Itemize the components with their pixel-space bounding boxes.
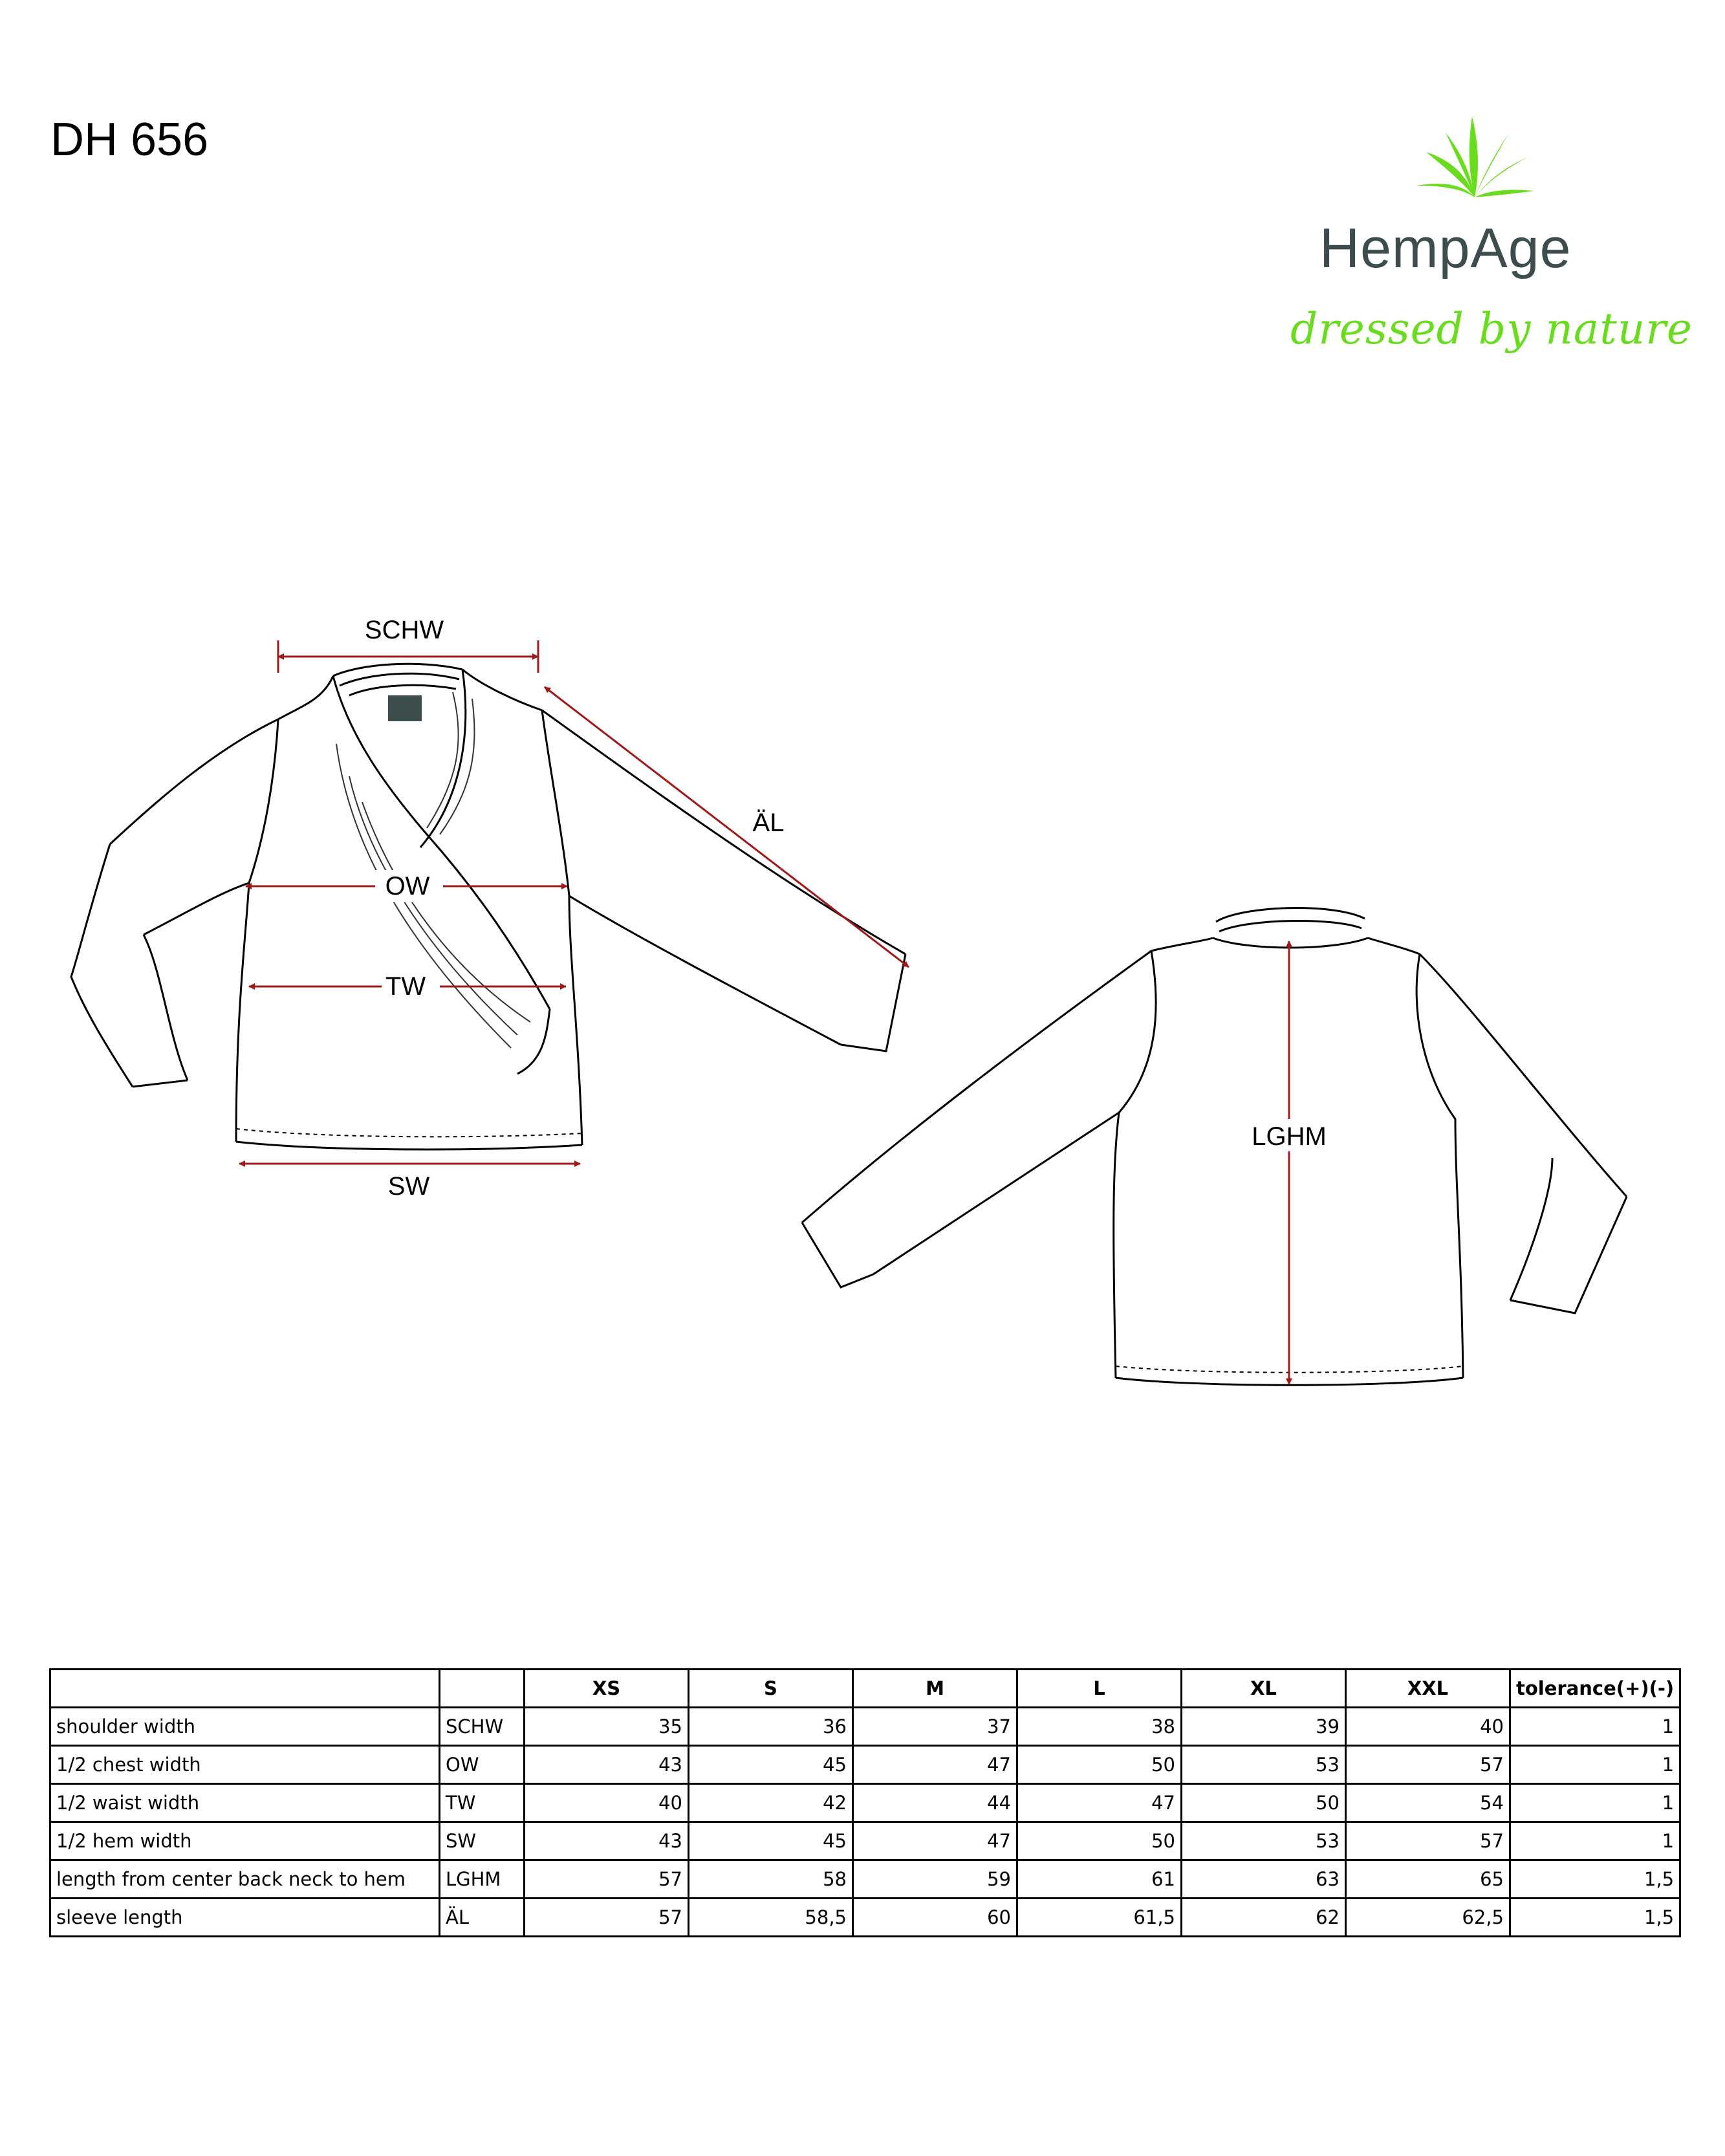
label-lghm: LGHM: [1252, 1122, 1327, 1151]
size-value: 37: [853, 1708, 1017, 1746]
brand-name: HempAge: [1319, 217, 1572, 279]
table-row: [50, 1899, 1680, 1937]
header-cell: tolerance(+)(-): [1510, 1670, 1680, 1708]
size-value: 58,5: [689, 1899, 853, 1937]
row-label: sleeve length: [50, 1899, 440, 1937]
tolerance-value: 1: [1510, 1746, 1680, 1784]
table-header-row: [50, 1670, 1680, 1708]
tolerance-value: 1: [1510, 1784, 1680, 1822]
label-sw: SW: [387, 1172, 430, 1201]
size-value: 45: [689, 1822, 853, 1860]
header-cell: L: [1017, 1670, 1182, 1708]
row-label: 1/2 waist width: [50, 1784, 440, 1822]
size-value: 58: [689, 1860, 853, 1899]
row-label: 1/2 hem width: [50, 1822, 440, 1860]
size-chart-table: [49, 1668, 1681, 1937]
size-value: 57: [525, 1899, 689, 1937]
size-value: 50: [1182, 1784, 1346, 1822]
label-ow: OW: [385, 872, 430, 900]
size-value: 38: [1017, 1708, 1182, 1746]
size-value: 47: [1017, 1784, 1182, 1822]
table-row: [50, 1822, 1680, 1860]
size-value: 57: [525, 1860, 689, 1899]
row-code: ÄL: [440, 1899, 525, 1937]
tolerance-value: 1,5: [1510, 1860, 1680, 1899]
header-cell: M: [853, 1670, 1017, 1708]
size-value: 61: [1017, 1860, 1182, 1899]
label-al: ÄL: [752, 809, 785, 837]
row-label: 1/2 chest width: [50, 1746, 440, 1784]
row-code: OW: [440, 1746, 525, 1784]
size-value: 57: [1346, 1746, 1510, 1784]
size-value: 39: [1182, 1708, 1346, 1746]
row-code: TW: [440, 1784, 525, 1822]
tolerance-value: 1: [1510, 1822, 1680, 1860]
garment-technical-drawing: [0, 582, 1725, 1423]
tolerance-value: 1,5: [1510, 1899, 1680, 1937]
size-value: 60: [853, 1899, 1017, 1937]
size-value: 50: [1017, 1822, 1182, 1860]
brand-tagline: dressed by nature: [1290, 304, 1693, 354]
label-schw: SCHW: [364, 616, 444, 644]
label-tw: TW: [385, 972, 426, 1001]
size-value: 40: [1346, 1708, 1510, 1746]
size-value: 65: [1346, 1860, 1510, 1899]
size-value: 47: [853, 1746, 1017, 1784]
row-label: shoulder width: [50, 1708, 440, 1746]
row-code: SCHW: [440, 1708, 525, 1746]
size-value: 59: [853, 1860, 1017, 1899]
table-row: [50, 1860, 1680, 1899]
size-value: 50: [1017, 1746, 1182, 1784]
size-value: 45: [689, 1746, 853, 1784]
measurement-arrows: [239, 640, 1289, 1384]
size-value: 44: [853, 1784, 1017, 1822]
size-value: 42: [689, 1784, 853, 1822]
size-value: 63: [1182, 1860, 1346, 1899]
header-cell: XXL: [1346, 1670, 1510, 1708]
size-value: 36: [689, 1708, 853, 1746]
table-row: [50, 1746, 1680, 1784]
header-cell: S: [689, 1670, 853, 1708]
row-code: LGHM: [440, 1860, 525, 1899]
size-value: 62: [1182, 1899, 1346, 1937]
row-code: SW: [440, 1822, 525, 1860]
header-cell: XS: [525, 1670, 689, 1708]
hemp-leaf-logo-icon: [1410, 107, 1539, 204]
size-value: 40: [525, 1784, 689, 1822]
size-value: 53: [1182, 1746, 1346, 1784]
front-view-sketch: [71, 664, 906, 1149]
size-value: 43: [525, 1746, 689, 1784]
style-number: DH 656: [50, 114, 209, 166]
size-value: 43: [525, 1822, 689, 1860]
tolerance-value: 1: [1510, 1708, 1680, 1746]
size-value: 35: [525, 1708, 689, 1746]
size-value: 61,5: [1017, 1899, 1182, 1937]
size-value: 62,5: [1346, 1899, 1510, 1937]
back-view-sketch: [802, 908, 1627, 1386]
header-cell: XL: [1182, 1670, 1346, 1708]
size-value: 53: [1182, 1822, 1346, 1860]
row-label: length from center back neck to hem: [50, 1860, 440, 1899]
size-value: 47: [853, 1822, 1017, 1860]
size-value: 57: [1346, 1822, 1510, 1860]
size-value: 54: [1346, 1784, 1510, 1822]
header-cell: [50, 1670, 440, 1708]
header-cell: [440, 1670, 525, 1708]
table-row: [50, 1708, 1680, 1746]
table-row: [50, 1784, 1680, 1822]
